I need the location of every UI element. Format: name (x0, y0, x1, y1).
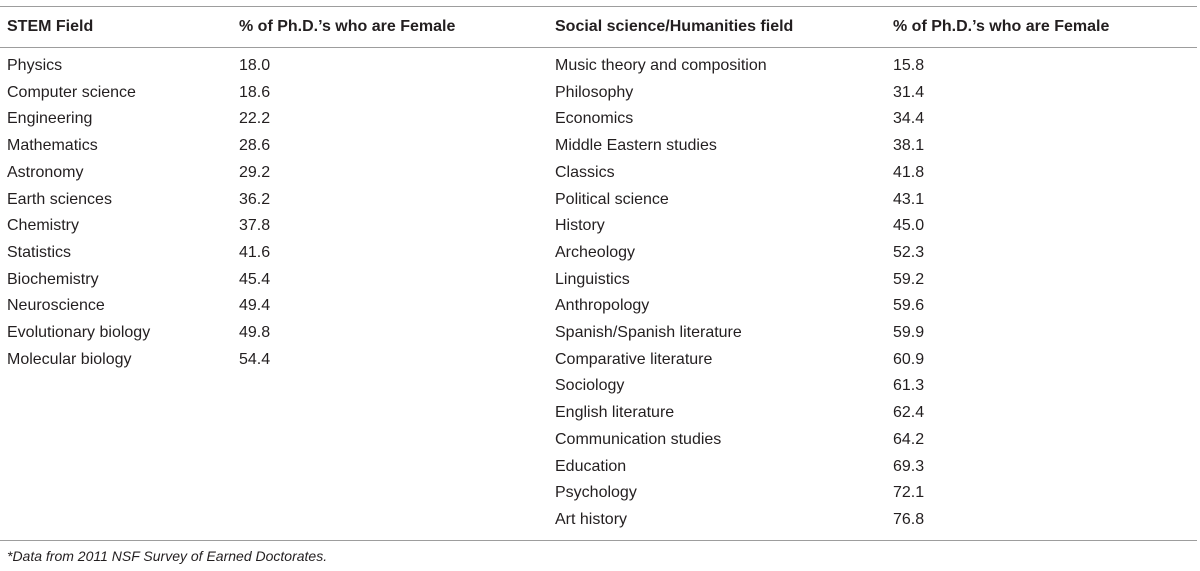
social-field-cell: Philosophy (555, 83, 634, 101)
social-pct-cell: 31.4 (893, 83, 925, 101)
social-pct-cell: 15.8 (893, 57, 925, 74)
stem-pct-cell: 18.0 (239, 57, 271, 74)
social-field-cell: Music theory and composition (555, 57, 767, 74)
social-pct-cell: 43.1 (893, 190, 925, 208)
stem-field-cell: Statistics (7, 243, 72, 261)
social-field-cell: English literature (555, 404, 675, 422)
stem-pct-cell: 29.2 (239, 163, 271, 181)
social-field-cell: Anthropology (555, 297, 650, 315)
table-footnote: *Data from 2011 NSF Survey of Earned Doctorates. (7, 548, 328, 564)
header-stem-field: STEM Field (7, 18, 94, 35)
table-header-rule (0, 47, 1197, 48)
stem-field-cell: Engineering (7, 110, 93, 128)
stem-pct-cell: 45.4 (239, 270, 271, 288)
social-pct-cell: 64.2 (893, 430, 925, 448)
social-field-cell: Economics (555, 110, 634, 128)
stem-field-cell: Astronomy (7, 163, 84, 181)
table-top-rule (0, 6, 1197, 7)
stem-field-cell: Chemistry (7, 217, 80, 235)
social-pct-cell: 61.3 (893, 377, 925, 395)
social-field-cell: Communication studies (555, 430, 722, 448)
table-bottom-rule (0, 540, 1197, 541)
stem-pct-cell: 54.4 (239, 350, 271, 368)
social-pct-cell: 59.2 (893, 270, 925, 288)
social-pct-cell: 52.3 (893, 243, 925, 261)
social-field-cell: Middle Eastern studies (555, 137, 717, 155)
social-pct-cell: 59.9 (893, 324, 925, 341)
stem-pct-cell: 41.6 (239, 243, 271, 261)
social-field-cell: Psychology (555, 484, 637, 502)
social-field-cell: Political science (555, 190, 669, 208)
social-pct-cell: 62.4 (893, 404, 925, 422)
stem-pct-cell: 28.6 (239, 137, 271, 155)
stem-pct-cell: 49.4 (239, 297, 271, 315)
social-field-cell: Classics (555, 163, 615, 181)
social-pct-cell: 41.8 (893, 163, 925, 181)
social-pct-cell: 38.1 (893, 137, 925, 155)
stem-field-cell: Mathematics (7, 137, 98, 155)
social-field-cell: Archeology (555, 243, 636, 261)
stem-pct-cell: 18.6 (239, 83, 271, 101)
stem-field-cell: Computer science (7, 83, 136, 101)
social-pct-cell: 72.1 (893, 484, 925, 502)
social-pct-cell: 45.0 (893, 217, 925, 235)
stem-field-cell: Earth sciences (7, 190, 112, 208)
stem-pct-cell: 36.2 (239, 190, 271, 208)
social-field-cell: Linguistics (555, 270, 630, 288)
social-pct-cell: 34.4 (893, 110, 925, 128)
social-field-cell: Comparative literature (555, 350, 713, 368)
social-field-cell: Art history (555, 510, 628, 528)
stem-pct-cell: 22.2 (239, 110, 271, 128)
social-pct-cell: 69.3 (893, 457, 925, 475)
header-social-field: Social science/Humanities field (555, 18, 794, 35)
social-field-cell: Spanish/Spanish literature (555, 324, 742, 341)
social-field-cell: Education (555, 457, 627, 475)
stem-field-cell: Molecular biology (7, 350, 132, 368)
stem-field-cell: Biochemistry (7, 270, 99, 288)
stem-field-cell: Neuroscience (7, 297, 105, 315)
social-field-cell: History (555, 217, 605, 235)
stem-pct-cell: 37.8 (239, 217, 271, 235)
social-pct-cell: 76.8 (893, 510, 925, 528)
header-social-pct: % of Ph.D.’s who are Female (893, 18, 1110, 35)
social-pct-cell: 59.6 (893, 297, 925, 315)
stem-field-cell: Physics (7, 57, 63, 74)
stem-pct-cell: 49.8 (239, 324, 271, 341)
social-pct-cell: 60.9 (893, 350, 925, 368)
header-stem-pct: % of Ph.D.’s who are Female (239, 18, 456, 35)
stem-field-cell: Evolutionary biology (7, 324, 151, 341)
social-field-cell: Sociology (555, 377, 625, 395)
